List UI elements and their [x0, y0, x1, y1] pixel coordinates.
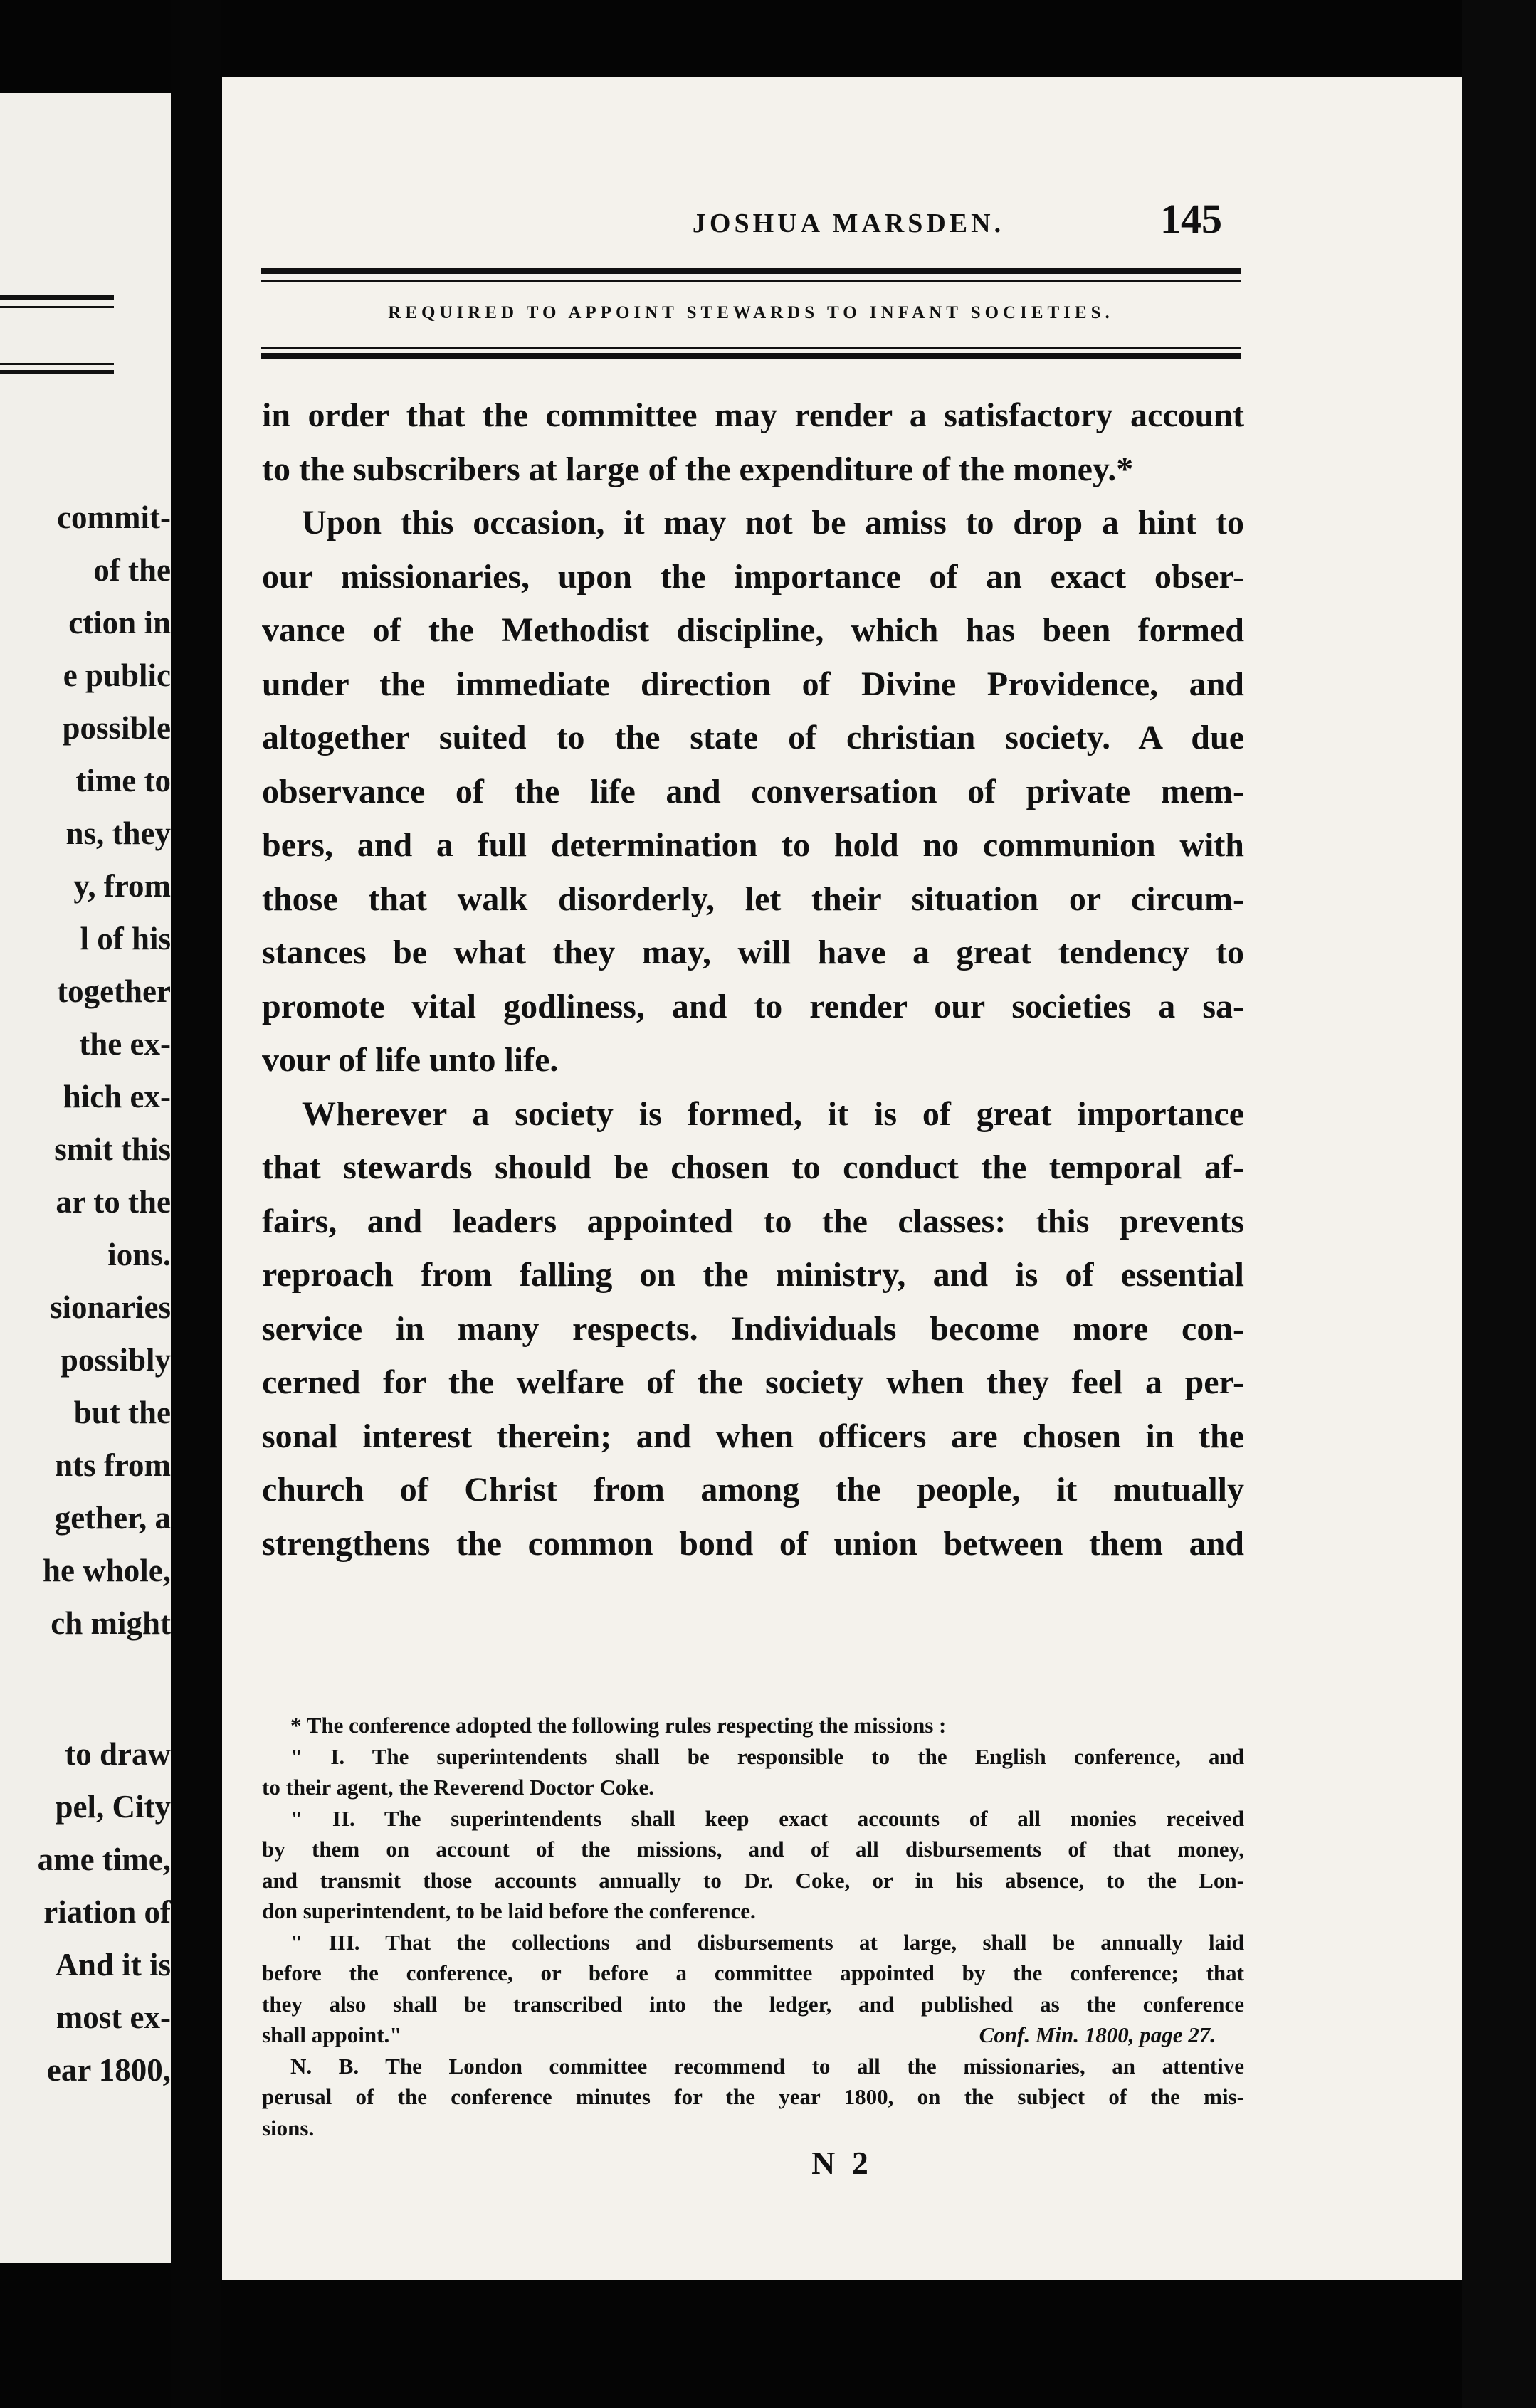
subhead-rule-thin	[261, 347, 1241, 349]
footnote-line: " I. The superintendents shall be responsible to the English conference, and	[290, 1743, 1244, 1769]
footnote-line: by them on account of the missions, and of all disbursements of that money,	[262, 1837, 1244, 1862]
footnote-citation: Conf. Min. 1800, page 27.	[979, 2022, 1216, 2047]
signature-mark: N 2	[811, 2145, 873, 2181]
body-line: stances be what they may, will have a great tendency to	[262, 934, 1244, 971]
left-page-line: time to	[75, 763, 171, 798]
left-page-text	[0, 491, 171, 2096]
left-page-line: the ex-	[79, 1026, 171, 1062]
left-page-rule	[0, 306, 114, 308]
left-page-line: e public	[63, 658, 171, 693]
header-rule-thin	[261, 280, 1241, 282]
left-page-line: possibly	[60, 1342, 171, 1378]
left-page-line: riation of	[43, 1894, 171, 1930]
body-line: sonal interest therein; and when officers are chosen in the	[262, 1417, 1244, 1455]
left-page-line: y, from	[73, 868, 171, 904]
left-page-line: ch might	[51, 1605, 171, 1641]
left-page-line: l of his	[80, 921, 171, 956]
footnote-line	[262, 2019, 1244, 2051]
body-line: strengthens the common bond of union between them and	[262, 1524, 1244, 1563]
left-page-line: ar to the	[56, 1184, 171, 1220]
left-page-line: sionaries	[49, 1289, 171, 1325]
right-page-edge	[1462, 0, 1536, 2408]
book-gutter	[171, 0, 221, 2408]
running-head-title: JOSHUA MARSDEN.	[692, 208, 1005, 238]
left-page-rule	[0, 295, 114, 300]
left-page-rule	[0, 363, 114, 365]
left-page-fragment	[0, 93, 171, 2263]
main-page	[222, 77, 1462, 2280]
running-head	[222, 196, 1462, 253]
body-line: to the subscribers at large of the expenditure of the money.*	[262, 450, 1134, 488]
left-page-line: possible	[62, 710, 171, 746]
body-line: bers, and a full determination to hold no communion with	[262, 826, 1244, 864]
footnote-line: they also shall be transcribed into the ledger, and published as the conference	[262, 1991, 1244, 2017]
footnotes	[262, 1710, 1244, 2143]
body-line: our missionaries, upon the importance of an exact obser-	[262, 557, 1244, 596]
left-page-line: pel, City	[55, 1789, 171, 1825]
body-line: under the immediate direction of Divine Providence, and	[262, 665, 1244, 703]
body-line: Wherever a society is formed, it is of great importance	[302, 1094, 1244, 1133]
footnote-line: " III. That the collections and disbursements at large, shall be annually laid	[290, 1929, 1244, 1955]
left-page-rule	[0, 370, 114, 374]
left-page-line: to draw	[65, 1736, 171, 1772]
footnote-line: and transmit those accounts annually to Dr. Coke, or in his absence, to the Lon-	[262, 1867, 1244, 1893]
left-page-line: commit-	[57, 500, 171, 535]
subhead-rule-thick	[261, 353, 1241, 359]
body-line: cerned for the welfare of the society when they feel a per-	[262, 1363, 1244, 1401]
left-page-line: smit this	[54, 1131, 171, 1167]
page-number: 145	[1160, 196, 1222, 242]
left-page-line: ame time,	[37, 1842, 171, 1877]
body-line: fairs, and leaders appointed to the classes: this prevents	[262, 1202, 1244, 1240]
footnote-line: * The conference adopted the following rules respecting the missions :	[290, 1713, 947, 1738]
left-page-line: of the	[93, 552, 171, 588]
left-page-line: he whole,	[43, 1553, 171, 1588]
body-line: that stewards should be chosen to conduct the temporal af-	[262, 1148, 1244, 1186]
footnote-line: don superintendent, to be laid before the conference.	[262, 1899, 756, 1923]
footnote-line: " II. The superintendents shall keep exact accounts of all monies received	[290, 1805, 1244, 1831]
body-line: altogether suited to the state of christian society. A due	[262, 719, 1244, 756]
body-line: vour of life unto life.	[262, 1041, 559, 1079]
header-rule-thick	[261, 268, 1241, 274]
footnote-line: N. B. The London committee recommend to all the missionaries, an attentive	[290, 2053, 1244, 2079]
footnote-line-text: shall appoint."	[262, 2022, 402, 2047]
left-page-line: gether, a	[54, 1500, 171, 1536]
footnote-line: before the conference, or before a committee appointed by the conference; that	[262, 1960, 1244, 1985]
body-line: service in many respects. Individuals become more con-	[262, 1309, 1244, 1348]
left-page-line: ction in	[68, 605, 171, 640]
body-line: promote vital godliness, and to render our societies a sa-	[262, 987, 1244, 1025]
left-page-line: And it is	[55, 1947, 171, 1982]
left-page-line: ns, they	[65, 815, 171, 851]
footnote-line: perusal of the conference minutes for the year 1800, on the subject of the mis-	[262, 2084, 1244, 2109]
left-page-line: most ex-	[56, 2000, 171, 2035]
body-text	[262, 389, 1244, 1570]
left-page-gap	[0, 1649, 171, 1728]
body-line: reproach from falling on the ministry, and is of essential	[262, 1256, 1244, 1294]
left-page-line: but the	[73, 1395, 171, 1430]
body-line: vance of the Methodist discipline, which has been formed	[262, 611, 1244, 649]
body-line: church of Christ from among the people, it mutually	[262, 1471, 1244, 1509]
left-page-line: together	[57, 973, 171, 1009]
left-page-line: nts from	[55, 1447, 171, 1483]
footnote-line: to their agent, the Reverend Doctor Coke.	[262, 1775, 655, 1800]
body-line: in order that the committee may render a satisfactory account	[262, 396, 1244, 434]
left-page-line: ear 1800,	[46, 2052, 171, 2088]
body-line: Upon this occasion, it may not be amiss to drop a hint to	[302, 504, 1244, 542]
body-line: observance of the life and conversation of private mem-	[262, 772, 1244, 810]
left-page-line: ions.	[107, 1237, 171, 1272]
body-line: those that walk disorderly, let their situation or circum-	[262, 880, 1244, 918]
section-subhead: REQUIRED TO APPOINT STEWARDS TO INFANT SOCIETIES.	[388, 303, 1114, 322]
left-page-line: hich ex-	[63, 1079, 171, 1114]
footnote-line: sions.	[262, 2115, 315, 2140]
